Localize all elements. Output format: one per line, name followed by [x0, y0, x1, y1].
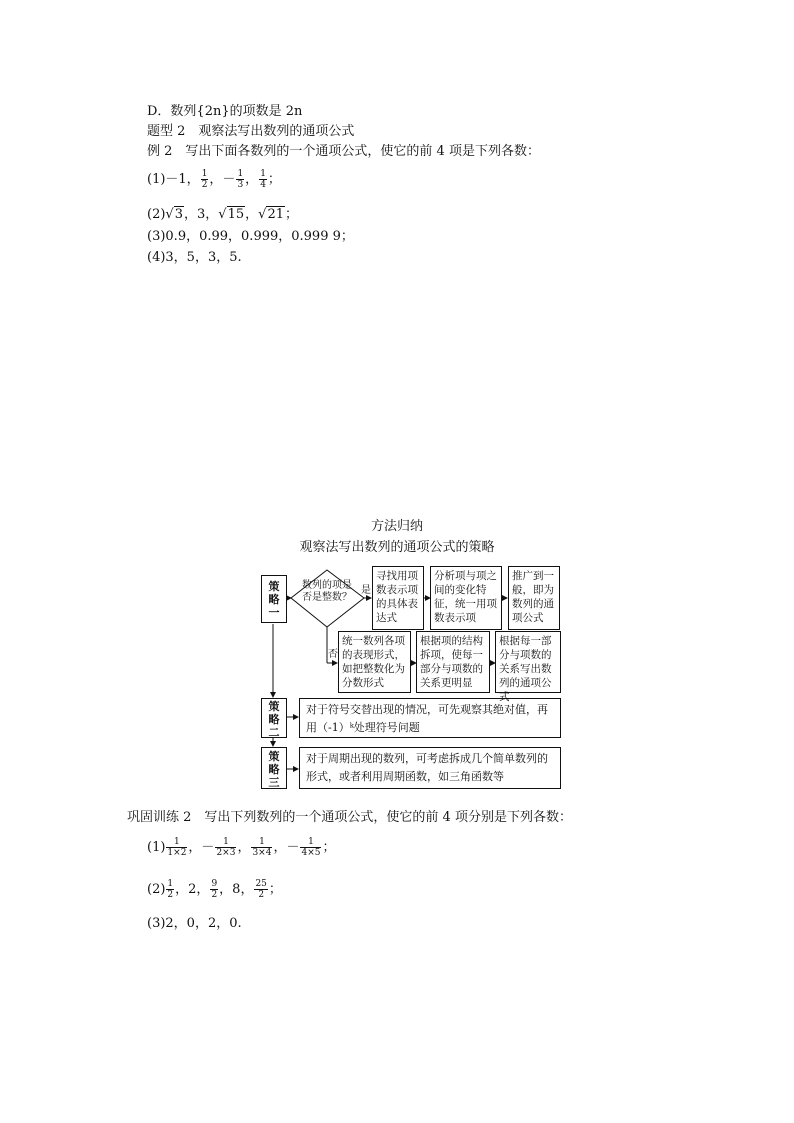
exercise-item-3: (3)2，0，2，0. — [147, 916, 242, 931]
exercise-item-1: (1) $\frac{1}{1\times 2}$ ，－ $\frac{1}{2\times 3}$ ， $\frac{1}{3\times 4}$ ，－ $\frac{1}{4\times 5}$ ； — [147, 837, 336, 858]
section-heading: 题型 2 观察法写出数列的通项公式 — [147, 124, 355, 139]
no-step-1: 统一数列各项的表现形式，如把整数化为分数形式 — [338, 631, 411, 693]
no-step-2: 根据项的结构拆项，使每一部分与项数的关系更明显 — [416, 631, 490, 693]
yes-step-3: 推广到一般，即为数列的通项公式 — [508, 566, 560, 630]
fraction: $\frac{9}{2}$ — [211, 879, 218, 900]
exercise-item-2: (2) $\frac{1}{2}$ ，2， $\frac{9}{2}$ ，8， $\frac{25}{2}$ ； — [147, 879, 282, 900]
item-2: (2)√3，3，√15，√21； — [147, 207, 298, 222]
yes-label: 是 — [361, 585, 371, 596]
strategy-1-box: 策 略 一 — [261, 575, 287, 623]
item-1: (1)－1， $\frac{1}{2}$ ，－ $\frac{1}{3}$ ， $\frac{1}{4}$ ； — [147, 169, 281, 190]
method-title: 方法归纳 — [370, 519, 423, 534]
fraction: $\frac{25}{2}$ — [255, 879, 267, 900]
exercise-prompt: 巩固训练 2 写出下列数列的一个通项公式，使它的前 4 项分别是下列各数： — [127, 810, 572, 825]
fraction: $\frac{1}{2}$ — [167, 879, 174, 900]
fraction: $\frac{1}{3\times 4}$ — [252, 837, 272, 858]
fraction: $\frac{1}{4}$ — [260, 169, 266, 190]
strategy-2-box: 策 略 二 — [261, 698, 287, 738]
method-subtitle: 观察法写出数列的通项公式的策略 — [299, 540, 495, 555]
item-4: (4)3，5，3，5. — [147, 250, 242, 265]
sqrt: √15 — [218, 207, 245, 222]
fraction: $\frac{1}{2\times 3}$ — [216, 837, 236, 858]
option-d: D．数列{2n}的项数是 2n — [147, 104, 303, 119]
fraction: $\frac{1}{1\times 2}$ — [167, 837, 187, 858]
no-label: 否 — [328, 649, 338, 660]
item-3: (3)0.9，0.99，0.999，0.999 9； — [147, 229, 354, 244]
sqrt: √3 — [165, 207, 183, 222]
fraction: $\frac{1}{2}$ — [201, 169, 208, 190]
yes-step-1: 寻找用项数表示项的具体表达式 — [372, 566, 424, 630]
strategy-3-description: 对于周期出现的数列，可考虑拆成几个简单数列的形式，或者利用周期函数，如三角函数等 — [299, 747, 561, 789]
sqrt: √21 — [258, 207, 284, 222]
no-step-3: 根据每一部分与项数的关系写出数列的通项公式 — [495, 631, 561, 693]
decision-text: 数列的项是否是整数？ — [302, 580, 352, 603]
yes-step-2: 分析项与项之间的变化特征，统一用项数表示项 — [430, 566, 502, 630]
example-prompt: 例 2 写出下面各数列的一个通项公式，使它的前 4 项是下列各数： — [147, 144, 540, 159]
strategy-2-description: 对于符号交替出现的情况，可先观察其绝对值，再用（-1）ᵏ处理符号问题 — [299, 698, 561, 738]
fraction: $\frac{1}{4\times 5}$ — [301, 837, 321, 858]
fraction: $\frac{1}{3}$ — [237, 169, 244, 190]
strategy-3-box: 策 略 三 — [261, 747, 287, 789]
